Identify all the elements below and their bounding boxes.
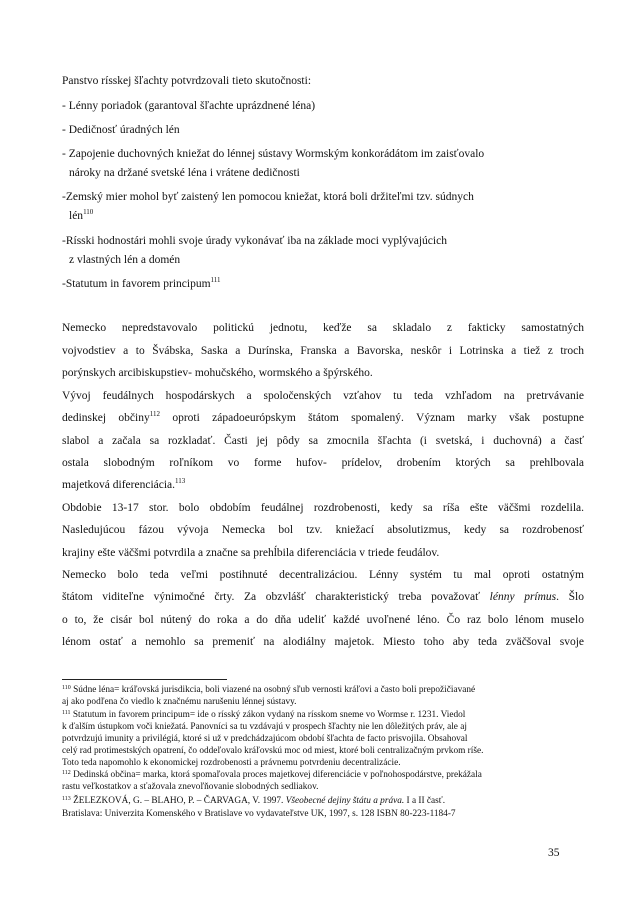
paragraph-line: o to, že cisár bol nútený do roka a do dňa udeliť každé uvoľnené léno. Čo raz bolo lénom muselo	[62, 614, 584, 626]
footnote-112: $^{112}$ Dedinská občina= marka, ktorá spomaľovala proces majetkovej diferenciácie v poľnohospodárstve, prekážala	[62, 770, 482, 780]
footnote-ref: 111	[210, 276, 221, 284]
footnote-110: $^{110}$ Súdne léna= kráľovská jurisdikcia, boli viazené na osobný sľub vernosti kráľovi a často boli prepožičiavané	[62, 685, 476, 695]
footnote-line: Toto teda napomohlo k ekonomickej rozdrobenosti a právnemu potvrdeniu decentralizácie.	[62, 758, 401, 768]
paragraph-line: Obdobie 13-17 stor. bolo obdobím feudálnej rozdrobenosti, kedy sa ríša ešte väčšmi rozdelila.	[62, 502, 584, 514]
footnote-ref: 113	[175, 477, 186, 485]
paragraph-line: porýnskych arcibiskupstiev- mohučského, wormského a špýrského.	[62, 367, 373, 379]
list-item: - Dedičnosť úradných lén	[62, 124, 180, 136]
footnote-ref: 112	[149, 410, 160, 418]
emphasis-term: lénny prímus	[489, 591, 557, 603]
paragraph-line: majetková diferenciácia.$^{113}$	[62, 477, 186, 491]
paragraph-line: vojvodstiev a to Švábska, Saska a Durínska, Franska a Bavorska, neskôr i Lotrinska a tiež z troch	[62, 345, 584, 357]
paragraph-line: krajiny ešte väčšmi potvrdila a značne sa prehĺbila diferenciácia v triede feudálov.	[62, 547, 440, 559]
footnote-line: rastu veľkostatkov a sťažovala znevoľňovanie slobodných sedliakov.	[62, 782, 319, 792]
list-item-continuation: nároky na držané svetské léna i vrátene dedičnosti	[69, 167, 300, 179]
list-intro: Panstvo rísskej šľachty potvrdzovali tieto skutočnosti:	[62, 75, 312, 87]
paragraph-line: Vývoj feudálnych hospodárskych a spoločenských vzťahov tu teda vzhľadom na pretrvávanie	[62, 390, 584, 402]
paragraph-line: slabol a začala sa rozkladať. Časti jej pôdy sa zmocnila šľachta (i svetská, i duchovná) a časť	[62, 435, 584, 447]
footnote-line: potvrdzujú imunity a privilégiá, ktoré si už v predchádzajúcom období šľachta de facto prisvojila. Obsahoval	[62, 734, 468, 744]
paragraph-line: Nemecko nepredstavovalo politickú jednotu, keďže sa skladalo z fakticky samostatných	[62, 322, 584, 334]
footnote-ref: 110	[83, 208, 94, 216]
footnote-111: $^{111}$ Statutum in favorem principum= ide o rísský zákon vydaný na rísskom sneme vo Wormse r. 1231. Viedol	[62, 710, 466, 720]
list-item-continuation: lén$^{110}$	[69, 208, 94, 222]
page-number: 35	[548, 847, 560, 859]
footnote-line: k ďalším ústupkom voči kniežatá. Panovníci sa tu vzdávajú v prospech šľachty nie len dôležitých práv, ale aj	[62, 722, 467, 732]
list-item: - Lénny poriadok (garantoval šľachte uprázdnené léna)	[62, 100, 316, 112]
footnote-line: aj ako podľena čo viedlo k značnému narušeniu lénnej sústavy.	[62, 697, 297, 707]
paragraph-line: štátom viditeľne výnimočné črty. Za obzvlášť charakteristický treba považovať lénny prímus. Šlo	[62, 591, 584, 603]
list-item-continuation: z vlastných lén a domén	[69, 254, 181, 266]
footnote-separator	[62, 679, 227, 680]
list-item: -Statutum in favorem principum$^{111}$	[62, 276, 221, 290]
footnote-line: celý rad protimestských opatrení, čo oddeľovalo kráľovskú moc od miest, ktoré boli centralizačným prvkom ríše.	[62, 746, 484, 756]
paragraph-line: lénom ostať a nemohlo sa premeniť na alodiálny majetok. Miesto toho aby teda zväčšoval svoje	[62, 636, 584, 648]
paragraph-line: Nasledujúcou fázou vývoja Nemecka bol tzv. kniežací absolutizmus, kedy sa rozdrobenosť	[62, 524, 584, 536]
footnote-line: Bratislava: Univerzita Komenského v Bratislave vo vydavateľstve UK, 1997, s. 128 ISBN 80-223-1184-7	[62, 809, 456, 819]
footnote-113: $^{113}$ ŽELEZKOVÁ, G. – BLAHO, P. – ČARVAGA, V. 1997. Všeobecné dejiny štátu a práva. I a II časť.	[62, 796, 446, 806]
list-item: -Zemský mier mohol byť zaistený len pomocou kniežat, ktorá boli držiteľmi tzv. súdnych	[62, 191, 474, 203]
list-item: - Zapojenie duchovných kniežat do lénnej sústavy Wormským konkorádátom im zaisťovalo	[62, 148, 485, 160]
paragraph-line: ostala slobodným roľníkom vo forme hufov- prídelov, drobením ktorých sa prehlbovala	[62, 457, 584, 469]
list-item: -Rísski hodnostári mohli svoje úrady vykonávať iba na základe moci vyplývajúcich	[62, 235, 447, 247]
paragraph-line: dedinskej občiny$^{112}$ oproti západoeurópskym štátom spomalený. Význam marky však postupne	[62, 410, 585, 424]
paragraph-line: Nemecko bolo teda veľmi postihnuté decentralizáciou. Lénny systém tu mal oproti ostatným	[62, 569, 584, 581]
